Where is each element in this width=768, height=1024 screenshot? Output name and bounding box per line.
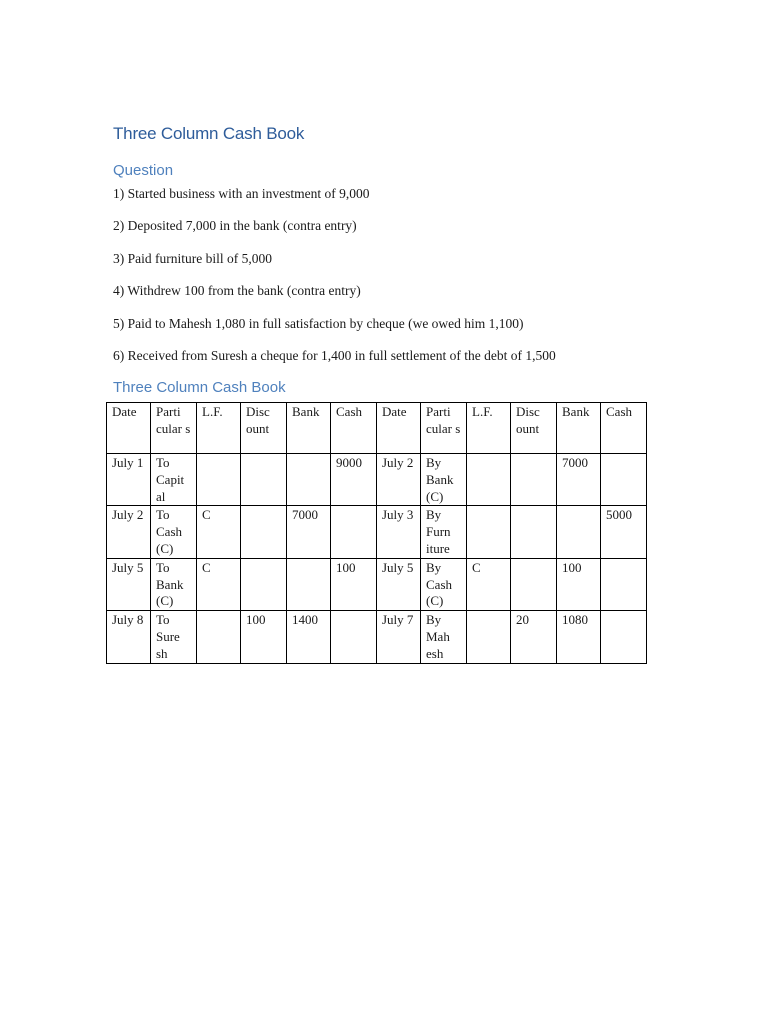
table-cell xyxy=(467,506,511,558)
header-particulars: Parti cular s xyxy=(421,403,467,454)
table-cell: 9000 xyxy=(331,454,377,506)
table-cell xyxy=(287,558,331,610)
table-cell: By Bank (C) xyxy=(421,454,467,506)
table-cell xyxy=(241,506,287,558)
table-cell xyxy=(557,506,601,558)
table-cell: C xyxy=(467,558,511,610)
table-cell xyxy=(331,611,377,663)
question-item: 3) Paid furniture bill of 5,000 xyxy=(113,250,272,266)
document-title: Three Column Cash Book xyxy=(113,124,305,143)
table-cell xyxy=(241,558,287,610)
header-date: Date xyxy=(377,403,421,454)
table-cell xyxy=(511,454,557,506)
table-row xyxy=(107,506,647,558)
table-cell: July 2 xyxy=(377,454,421,506)
table-cell xyxy=(467,454,511,506)
table-cell: To Bank (C) xyxy=(151,558,197,610)
table-cell: July 5 xyxy=(377,558,421,610)
question-item: 4) Withdrew 100 from the bank (contra entry) xyxy=(113,283,361,299)
header-bank: Bank xyxy=(557,403,601,454)
header-bank: Bank xyxy=(287,403,331,454)
table-cell xyxy=(467,611,511,663)
table-cell: 5000 xyxy=(601,506,647,558)
table-cell xyxy=(511,506,557,558)
table-cell: July 5 xyxy=(107,558,151,610)
question-item: 6) Received from Suresh a cheque for 1,400 in full settlement of the debt of 1,500 xyxy=(113,347,556,363)
table-cell: 7000 xyxy=(287,506,331,558)
header-lf: L.F. xyxy=(197,403,241,454)
table-cell: 100 xyxy=(241,611,287,663)
header-particulars: Parti cular s xyxy=(151,403,197,454)
question-item: 2) Deposited 7,000 in the bank (contra entry) xyxy=(113,218,357,234)
table-cell xyxy=(331,506,377,558)
table-cell xyxy=(601,611,647,663)
table-cell: 100 xyxy=(557,558,601,610)
header-discount: Disc ount xyxy=(241,403,287,454)
table-cell xyxy=(241,454,287,506)
table-cell: 100 xyxy=(331,558,377,610)
table-cell xyxy=(511,558,557,610)
table-cell: By Mah esh xyxy=(421,611,467,663)
table-row xyxy=(107,558,647,610)
header-lf: L.F. xyxy=(467,403,511,454)
cash-book-heading: Three Column Cash Book xyxy=(113,379,286,396)
table-cell: C xyxy=(197,506,241,558)
table-cell: To Capit al xyxy=(151,454,197,506)
header-discount: Disc ount xyxy=(511,403,557,454)
table-cell: 20 xyxy=(511,611,557,663)
header-date: Date xyxy=(107,403,151,454)
table-cell: To Cash (C) xyxy=(151,506,197,558)
table-cell xyxy=(287,454,331,506)
table-cell: July 8 xyxy=(107,611,151,663)
table-cell xyxy=(601,454,647,506)
question-item: 5) Paid to Mahesh 1,080 in full satisfaction by cheque (we owed him 1,100) xyxy=(113,315,524,331)
table-header-row xyxy=(107,403,647,454)
table-cell: July 7 xyxy=(377,611,421,663)
table-cell: 1080 xyxy=(557,611,601,663)
question-item: 1) Started business with an investment of 9,000 xyxy=(113,186,370,201)
table-cell: July 3 xyxy=(377,506,421,558)
table-cell xyxy=(601,558,647,610)
cash-book-table xyxy=(106,402,647,664)
table-cell: 7000 xyxy=(557,454,601,506)
question-heading: Question xyxy=(113,162,174,179)
table-cell: By Furn iture xyxy=(421,506,467,558)
table-cell: 1400 xyxy=(287,611,331,663)
table-row xyxy=(107,454,647,506)
table-cell xyxy=(197,611,241,663)
table-cell: C xyxy=(197,558,241,610)
header-cash: Cash xyxy=(331,403,377,454)
table-cell: July 1 xyxy=(107,454,151,506)
table-row xyxy=(107,611,647,663)
table-cell xyxy=(197,454,241,506)
question-list xyxy=(113,185,556,379)
table-cell: By Cash (C) xyxy=(421,558,467,610)
table-cell: July 2 xyxy=(107,506,151,558)
header-cash: Cash xyxy=(601,403,647,454)
table-cell: To Sure sh xyxy=(151,611,197,663)
